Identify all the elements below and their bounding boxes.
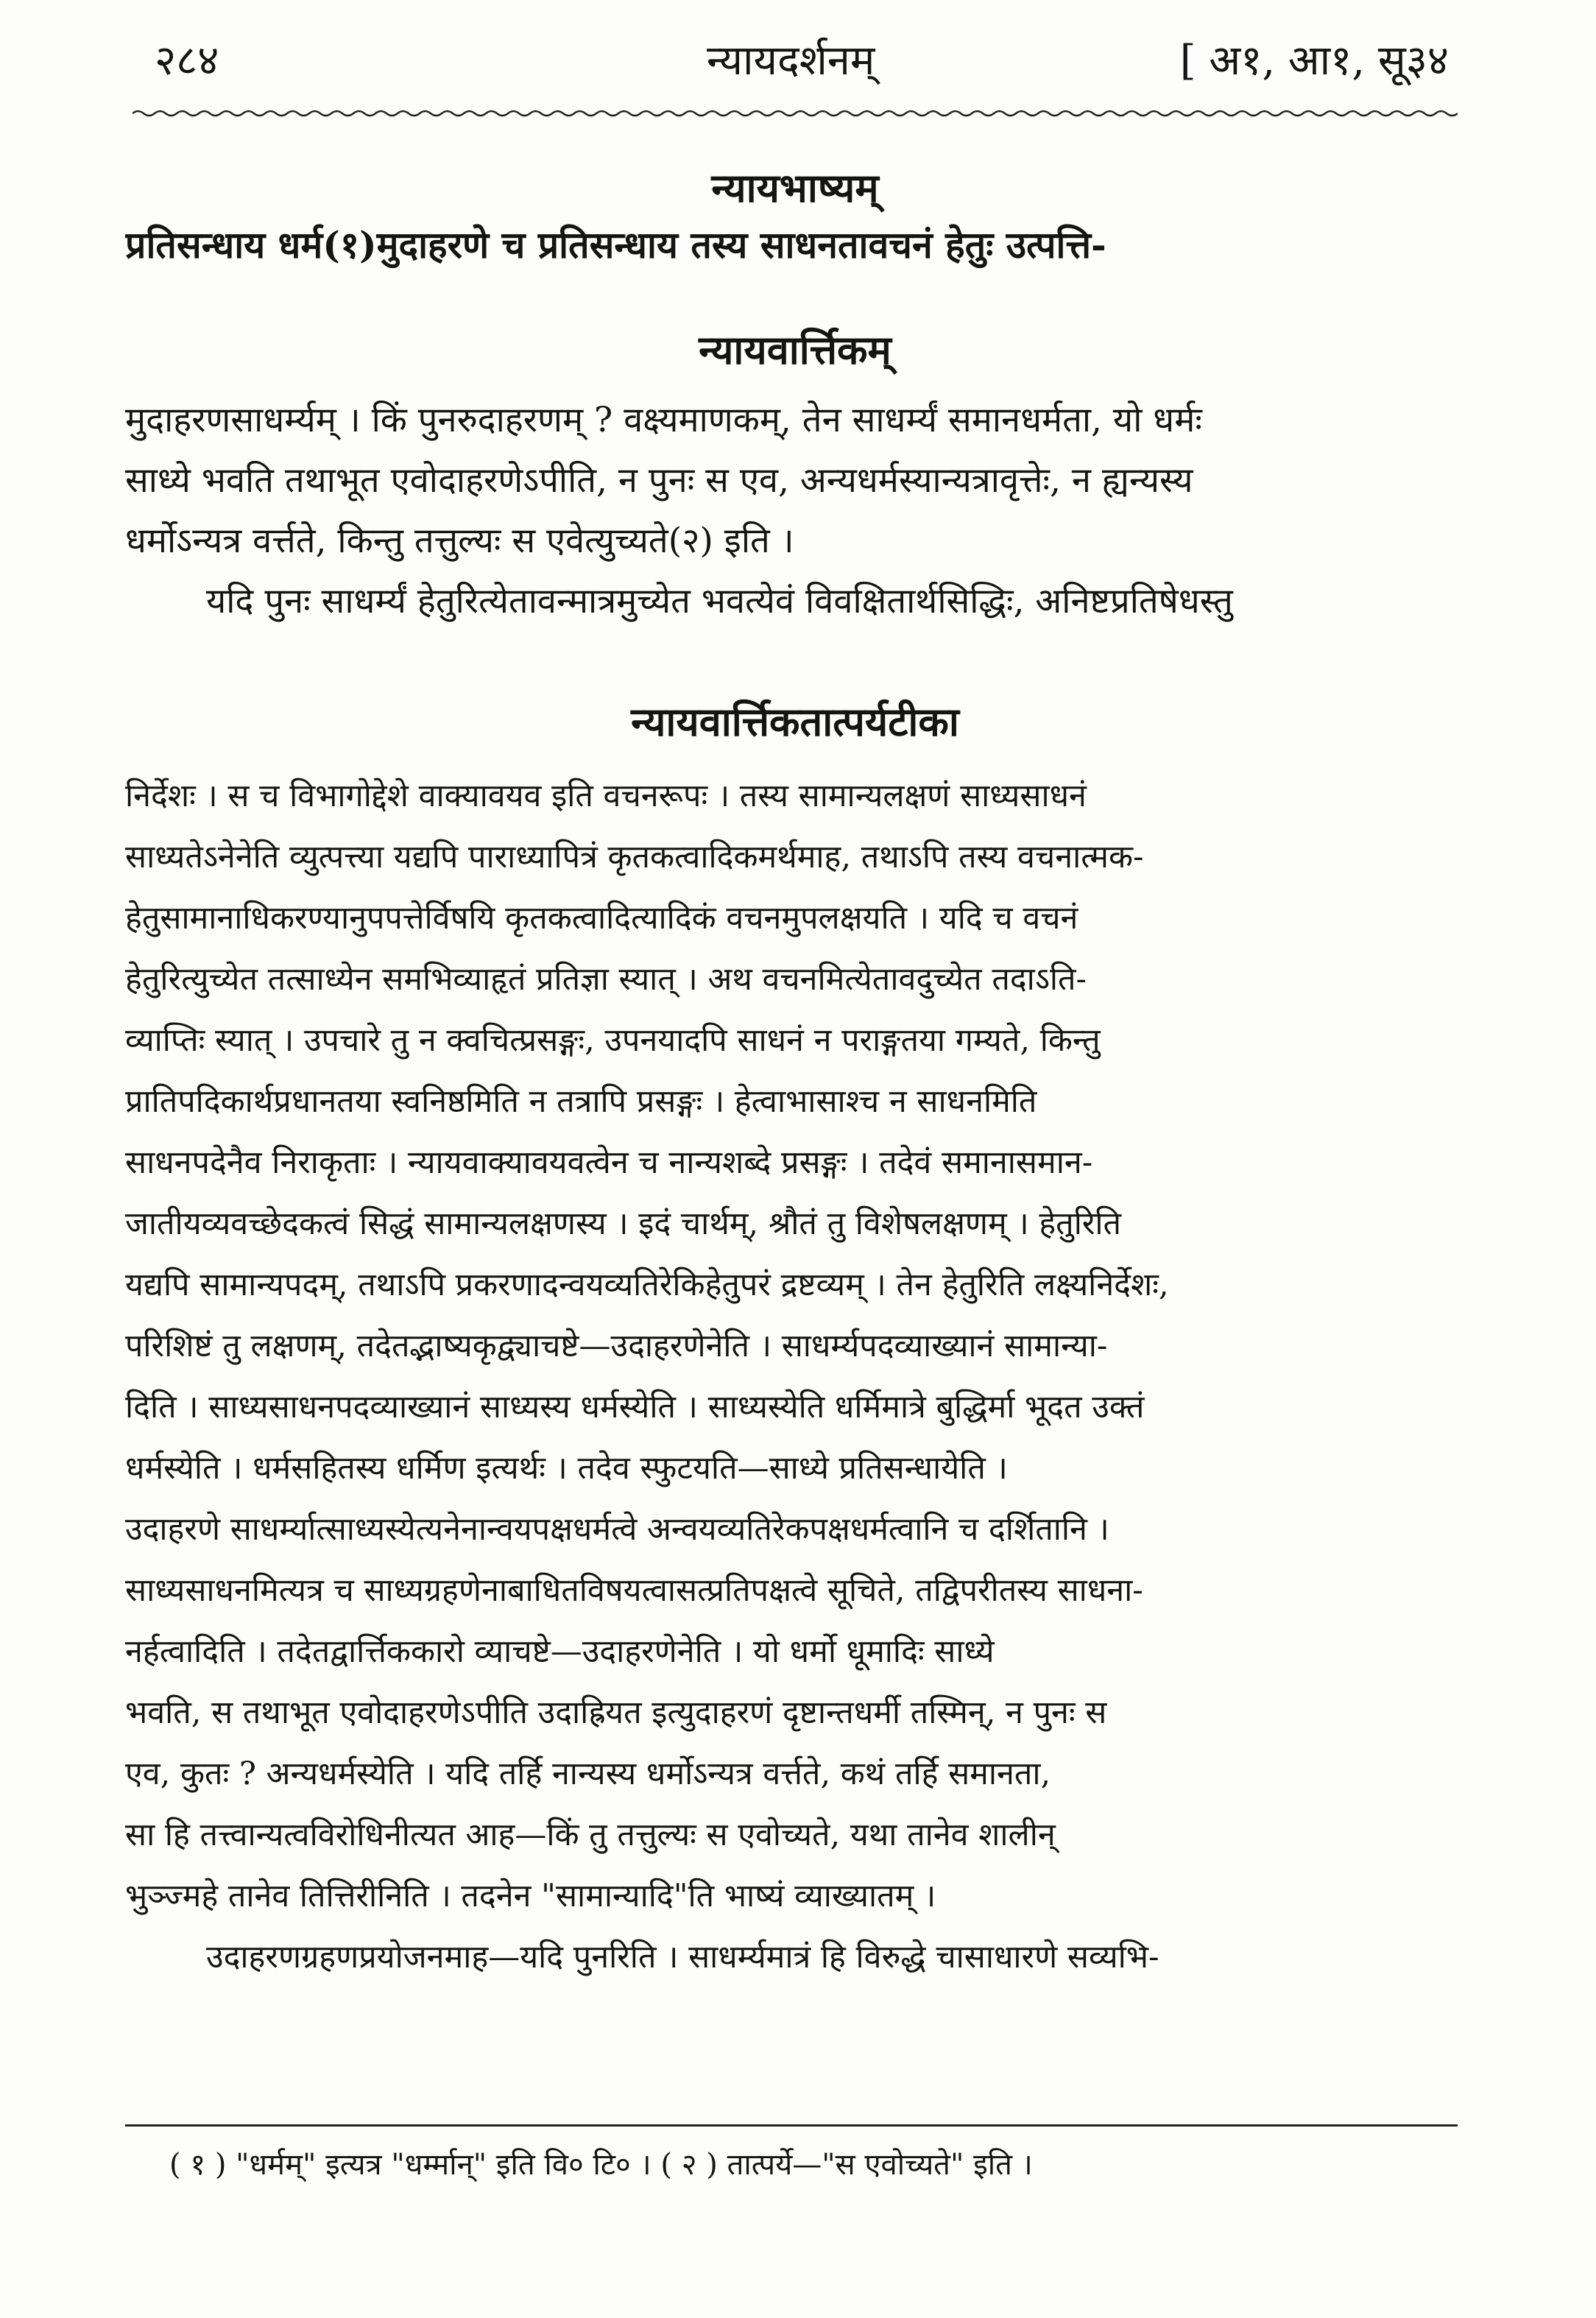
tika-line: दिति । साध्यसाधनपदव्याख्यानं साध्यस्य धर्मस्येति । साध्यस्येति धर्मिमात्रे बुद्धिर्मा भूदत उक्तं: [125, 1389, 1145, 1426]
tika-line: जातीयव्यवच्छेदकत्वं सिद्धं सामान्यलक्षणस्य । इदं चार्थम्, श्रौतं तु विशेषलक्षणम् । हेतुरिति: [125, 1205, 1122, 1242]
tika-line: एव, कुतः ? अन्यधर्मस्येति । यदि तर्हि नान्यस्य धर्मोऽन्यत्र वर्त्तते, कथं तर्हि समानता,: [125, 1755, 1051, 1792]
bhashya-line: प्रतिसन्धाय धर्म(१)मुदाहरणे च प्रतिसन्धाय तस्य साधनतावचनं हेतुः उत्पत्ति-: [125, 223, 1106, 267]
tika-line: साध्यतेऽनेनेति व्युत्पत्त्या यद्यपि पाराध्यापित्रं कृतकत्वादिकमर्थमाह, तथाऽपि तस्य वचनात्मक-: [125, 839, 1144, 876]
tika-heading: न्यायवार्त्तिकतात्पर्यटीका: [631, 698, 959, 745]
bhashya-heading: न्यायभाष्यम्: [711, 164, 879, 211]
vartika-heading: न्यायवार्त्तिकम्: [699, 326, 891, 373]
tika-line: साधनपदेनैव निराकृताः । न्यायवाक्यावयवत्वेन च नान्यशब्दे प्रसङ्गः । तदेवं समानासमान-: [125, 1144, 1093, 1181]
tika-line: निर्देशः । स च विभागोद्देशे वाक्यावयव इति वचनरूपः । तस्य सामान्यलक्षणं साध्यसाधनं: [125, 778, 1087, 814]
tika-line: साध्यसाधनमित्यत्र च साध्यग्रहणेनाबाधितविषयत्वासत्प्रतिपक्षत्वे सूचिते, तद्विपरीतस्य साधना-: [125, 1572, 1143, 1609]
tika-line: हेतुरित्युच्येत तत्साध्येन समभिव्याहृतं प्रतिज्ञा स्यात् । अथ वचनमित्येतावदुच्येत तदाऽति-: [125, 961, 1087, 998]
tika-line: भुञ्ज्महे तानेव तित्तिरीनिति । तदनेन "सामान्यादि"ति भाष्यं व्याख्यातम् ।: [125, 1878, 936, 1914]
page-number: २८४: [155, 37, 219, 85]
tika-line: प्रातिपदिकार्थप्रधानतया स्वनिष्ठमिति न तत्रापि प्रसङ्गः । हेत्वाभासाश्च न साधनमिति: [125, 1083, 1037, 1120]
footnote-rule: [125, 2124, 1458, 2127]
running-title: न्यायदर्शनम्: [707, 37, 875, 85]
tika-line: उदाहरणे साधर्म्यात्साध्यस्येत्यनेनान्वयपक्षधर्मत्वे अन्वयव्यतिरेकपक्षधर्मत्वानि च दर्शितानि ।: [125, 1511, 1109, 1548]
footnote: ( १ ) "धर्मम्" इत्यत्र "धर्म्मान्" इति वि० टि० । ( २ ) तात्पर्ये—"स एवोच्यते" इति ।: [169, 2148, 1033, 2182]
vartika-line: यदि पुनः साधर्म्यं हेतुरित्येतावन्मात्रमुच्येत भवत्येवं विवक्षितार्थसिद्धिः, अनिष्टप्रतिषेधस्तु: [206, 581, 1233, 621]
tika-line: उदाहरणग्रहणप्रयोजनमाह—यदि पुनरिति । साधर्म्यमात्रं हि विरुद्धे चासाधारणे सव्यभि-: [206, 1939, 1159, 1976]
header-wavy-rule: [133, 109, 1458, 118]
vartika-text: [125, 390, 1458, 632]
tika-line: सा हि तत्त्वान्यत्वविरोधिनीत्यत आह—किं तु तत्तुल्यः स एवोच्यते, यथा तानेव शालीन्: [125, 1817, 1056, 1853]
vartika-line: साध्ये भवति तथाभूत एवोदाहरणेऽपीति, न पुनः स एव, अन्यधर्मस्यान्यत्रावृत्तेः, न ह्यन्यस्य: [125, 460, 1193, 501]
tika-line: व्याप्तिः स्यात् । उपचारे तु न क्वचित्प्रसङ्गः, उपनयादपि साधनं न पराङ्गतया गम्यते, किन्तु: [125, 1022, 1101, 1059]
vartika-line: मुदाहरणसाधर्म्यम् । किं पुनरुदाहरणम् ? वक्ष्यमाणकम्, तेन साधर्म्यं समानधर्मता, यो धर्मः: [125, 400, 1202, 440]
tika-line: नर्हत्वादिति । तदेतद्वार्त्तिककारो व्याचष्टे—उदाहरणेनेति । यो धर्मो धूमादिः साध्ये: [125, 1633, 995, 1670]
chapter-reference: [ अ१, आ१, सू३४: [1179, 37, 1449, 85]
vartika-line: धर्मोऽन्यत्र वर्त्तते, किन्तु तत्तुल्यः स एवेत्युच्यते(२) इति ।: [125, 521, 794, 561]
tika-line: भवति, स तथाभूत एवोदाहरणेऽपीति उदाह्रियत इत्युदाहरणं दृष्टान्तधर्मी तस्मिन्, न पुनः स: [125, 1694, 1107, 1731]
tika-line: यद्यपि सामान्यपदम्, तथाऽपि प्रकरणादन्वयव्यतिरेकिहेतुपरं द्रष्टव्यम् । तेन हेतुरिति लक्ष्यनिर्देशः,: [125, 1267, 1169, 1303]
bhashya-text: [125, 221, 1458, 270]
tika-line: हेतुसामानाधिकरण्यानुपपत्तेर्विषयि कृतकत्वादित्यादिकं वचनमुपलक्षयति । यदि च वचनं: [125, 900, 1078, 937]
tika-text: [125, 766, 1458, 1988]
tika-line: परिशिष्टं तु लक्षणम्, तदेतद्भाष्यकृद्व्याचष्टे—उदाहरणेनेति । साधर्म्यपदव्याख्यानं सामान्या-: [125, 1328, 1108, 1364]
tika-line: धर्मस्येति । धर्मसहितस्य धर्मिण इत्यर्थः । तदेव स्फुटयति—साध्ये प्रतिसन्धायेति ।: [125, 1450, 1008, 1487]
